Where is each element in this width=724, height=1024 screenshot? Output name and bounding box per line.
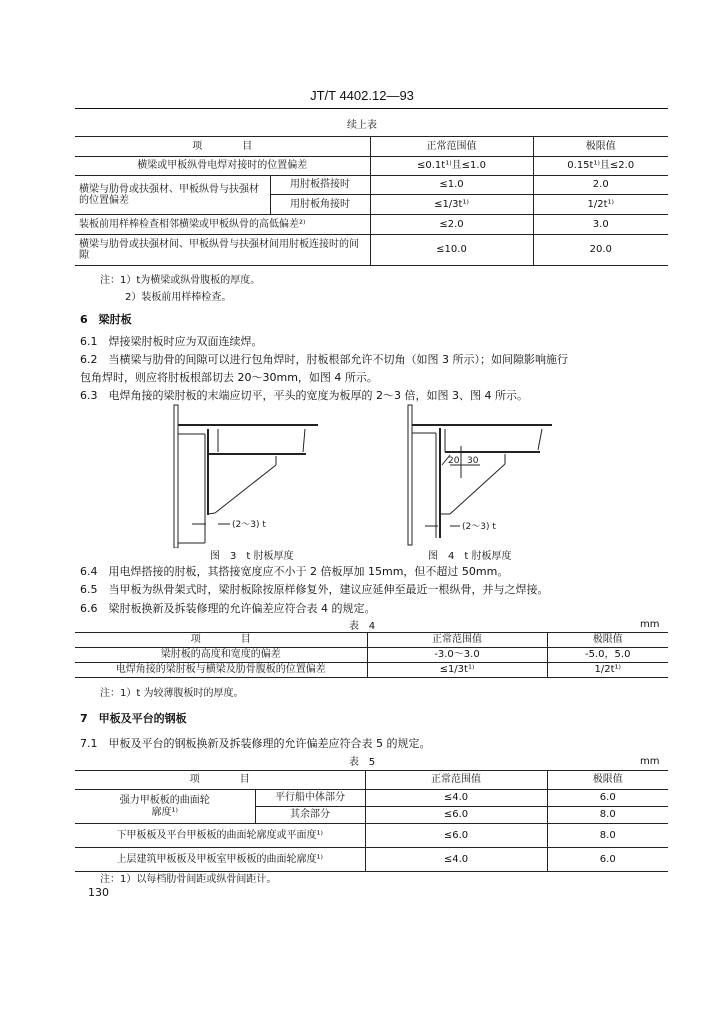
table-row: 下甲板板及平台甲板板的曲面轮廓度或平面度¹⁾ ≤6.0 8.0 bbox=[75, 824, 668, 848]
figures-3-4 bbox=[160, 400, 580, 548]
fig4-dimension-30: 30 bbox=[467, 456, 479, 466]
table-row: 梁肘板的高度和宽度的偏差 -3.0～3.0 -5.0，5.0 bbox=[75, 648, 668, 663]
table-row: 上层建筑甲板板及甲板室甲板板的曲面轮廓度¹⁾ ≤4.0 6.0 bbox=[75, 848, 668, 872]
table-row: 强力甲板板的曲面轮廓度¹⁾ 平行船中体部分 ≤4.0 6.0 bbox=[75, 790, 668, 807]
figure-3-caption: 图 3 t 肘板厚度 bbox=[210, 551, 294, 562]
header-item: 项 目 bbox=[75, 137, 370, 157]
header-limit: 极限值 bbox=[533, 137, 668, 157]
table-row: 其余部分 ≤6.0 8.0 bbox=[75, 807, 668, 824]
table-row: 用肘板角接时 ≤1/3t¹⁾ 1/2t¹⁾ bbox=[75, 195, 668, 215]
table4-caption: 表 4 bbox=[348, 621, 376, 632]
table4-note: 注：1）t 为较薄腹板时的厚度。 bbox=[100, 688, 244, 699]
fig3-dimension: (2～3) t bbox=[232, 520, 266, 530]
table-note-1: 注：1）t为横梁或纵骨腹板的厚度。 bbox=[100, 275, 261, 286]
figure-4-caption: 图 4 t 肘板厚度 bbox=[428, 551, 512, 562]
table4-unit: mm bbox=[640, 619, 660, 630]
table-5: 项 目 正常范围值 极限值 强力甲板板的曲面轮廓度¹⁾ 平行船中体部分 ≤4.0 6.0 其余部分 ≤6.0 8.0 下甲板板及平台甲板板的曲面轮廓度或平面度¹⁾ ≤6.0 8.0 上层建筑甲板板及甲板室甲板板的曲面轮廓度¹⁾ ≤4.0 6.0 bbox=[75, 770, 668, 872]
table-note-2: 2）装板前用样棒检查。 bbox=[125, 292, 232, 303]
header-normal: 正常范围值 bbox=[370, 137, 533, 157]
table-row: 横梁与肋骨或扶强材间、甲板纵骨与扶强材间用肘板连接时的间隙 ≤10.0 20.0 bbox=[75, 235, 668, 266]
para-6-5: 6.5 当甲板为纵骨架式时，梁肘板除按原样修复外，建议应延伸至最近一根纵骨，并与之焊接。 bbox=[80, 583, 549, 596]
table-row: 装板前用样棒检查相邻横梁或甲板纵骨的高低偏差²⁾ ≤2.0 3.0 bbox=[75, 215, 668, 235]
table5-note: 注：1）以每档肋骨间距或纵骨间距计。 bbox=[100, 874, 277, 885]
table-caption: 续上表 bbox=[347, 120, 377, 131]
para-6-2: 6.2 当横梁与肋骨的间隙可以进行包角焊时，肘板根部允许不切角（如图 3 所示）；如间隙影响施行 bbox=[80, 353, 568, 366]
standard-number: JT/T 4402.12—93 bbox=[310, 88, 414, 103]
para-6-4: 6.4 用电焊搭接的肘板，其搭接宽度应不小于 2 倍板厚加 15mm，但不超过 50mm。 bbox=[80, 565, 509, 578]
table5-unit: mm bbox=[640, 756, 660, 767]
para-6-2-cont: 包角焊时，则应将肘板根部切去 20～30mm，如图 4 所示。 bbox=[80, 371, 378, 384]
para-7-1: 7.1 甲板及平台的钢板换新及拆装修理的允许偏差应符合表 5 的规定。 bbox=[80, 737, 431, 750]
para-6-3: 6.3 电焊角接的梁肘板的末端应切平，平头的宽度为板厚的 2～3 倍，如图 3、图 4 所示。 bbox=[80, 389, 528, 402]
header-rule bbox=[75, 108, 668, 109]
section-7-heading: 7 甲板及平台的钢板 bbox=[80, 712, 187, 725]
para-6-1: 6.1 焊接梁肘板时应为双面连续焊。 bbox=[80, 335, 263, 348]
table5-caption: 表 5 bbox=[348, 757, 376, 768]
fig4-dimension-20: 20 bbox=[448, 456, 460, 466]
table-row: 横梁与肋骨或扶强材、甲板纵骨与扶强材的位置偏差 用肘板搭接时 ≤1.0 2.0 bbox=[75, 176, 668, 195]
table-4: 项 目 正常范围值 极限值 梁肘板的高度和宽度的偏差 -3.0～3.0 -5.0，5.0 电焊角接的梁肘板与横梁及肋骨腹板的位置偏差 ≤1/3t¹⁾ 1/2t¹⁾ bbox=[75, 632, 668, 678]
page-number: 130 bbox=[88, 886, 109, 899]
section-6-heading: 6 梁肘板 bbox=[80, 313, 132, 326]
para-6-6: 6.6 梁肘板换新及拆装修理的允许偏差应符合表 4 的规定。 bbox=[80, 602, 376, 615]
fig4-dimension: (2～3) t bbox=[462, 522, 496, 532]
table-row: 电焊角接的梁肘板与横梁及肋骨腹板的位置偏差 ≤1/3t¹⁾ 1/2t¹⁾ bbox=[75, 663, 668, 678]
continued-table bbox=[75, 136, 668, 266]
table-row: 横梁或甲板纵骨电焊对接时的位置偏差 ≤0.1t¹⁾且≤1.0 0.15t¹⁾且≤2.0 bbox=[75, 157, 668, 176]
